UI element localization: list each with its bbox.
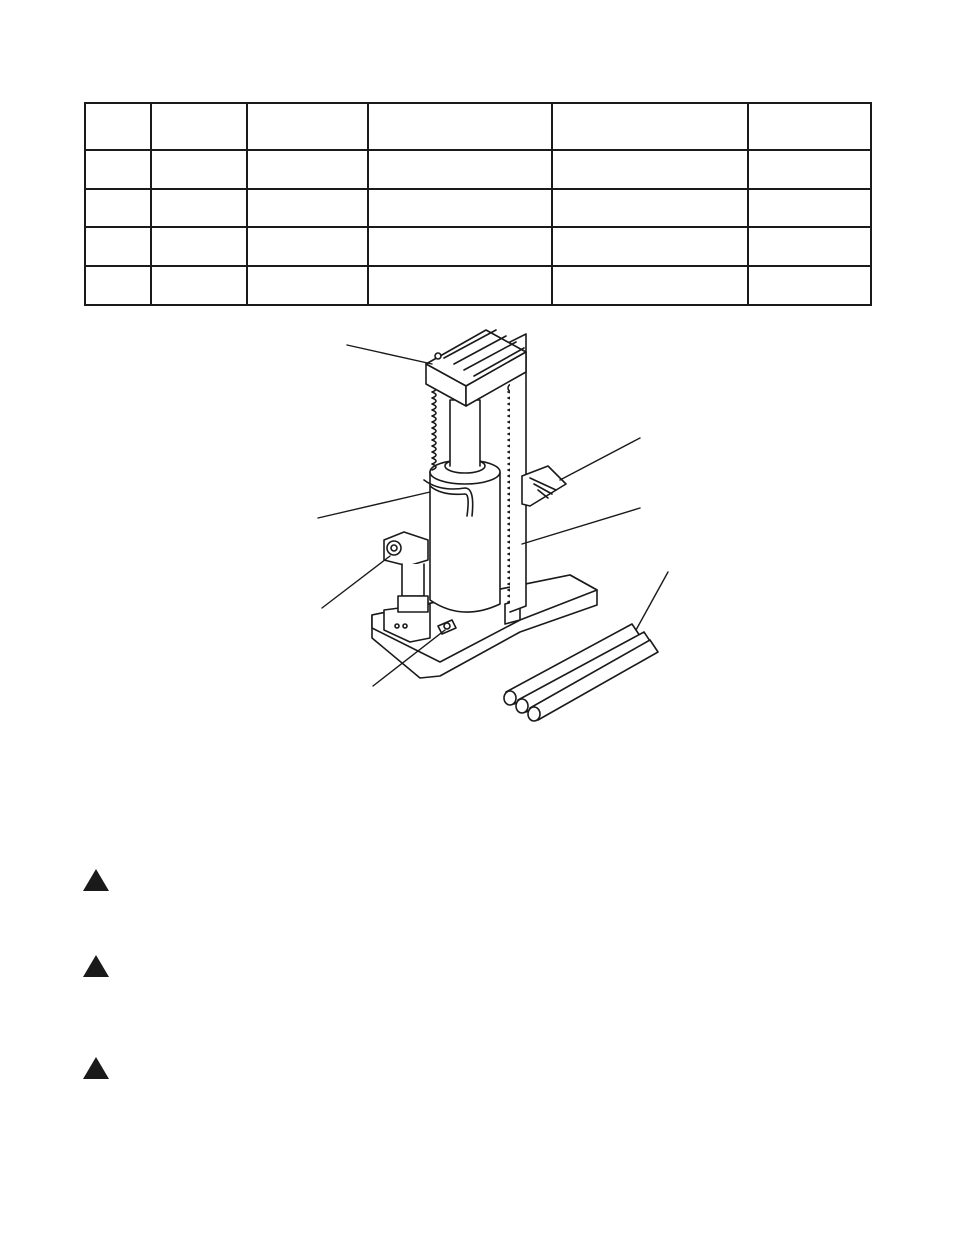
table-header-cell [247, 103, 368, 150]
table-header-cell [368, 103, 552, 150]
warning-triangle-icon [82, 954, 110, 978]
table-header-cell [748, 103, 871, 150]
callout-leader-lift-handle [318, 492, 430, 518]
mount-bolt [395, 624, 399, 628]
table-row [85, 150, 871, 189]
table-cell [748, 189, 871, 228]
release-valve-knob [444, 623, 450, 629]
table-cell [151, 189, 247, 228]
table-cell [247, 150, 368, 189]
table-cell [151, 150, 247, 189]
table-row [85, 227, 871, 266]
specifications-table [84, 102, 872, 306]
ram [450, 400, 480, 466]
handle-end [516, 699, 528, 713]
pump-base [398, 596, 428, 612]
table-cell [247, 189, 368, 228]
callout-leader-pump [322, 556, 390, 608]
mount-bolt [403, 624, 407, 628]
toe-plate [522, 466, 566, 506]
table-cell [85, 189, 151, 228]
table-header-row [85, 103, 871, 150]
table-header-cell [151, 103, 247, 150]
pump-body [402, 564, 424, 596]
table-cell [85, 227, 151, 266]
table-cell [151, 227, 247, 266]
table-cell [552, 266, 748, 305]
table-cell [85, 266, 151, 305]
table-cell [247, 266, 368, 305]
table-cell [748, 266, 871, 305]
warning-triangle-icon [82, 1056, 110, 1080]
left-spring [432, 380, 436, 470]
handle-end [504, 691, 516, 705]
saddle-bolt [435, 353, 441, 359]
callout-leader-handle [636, 572, 668, 630]
pump-socket-inner [391, 545, 397, 551]
table-cell [151, 266, 247, 305]
handle-end [528, 707, 540, 721]
table-header-cell [552, 103, 748, 150]
table-cell [368, 150, 552, 189]
table-row [85, 189, 871, 228]
table-cell [368, 189, 552, 228]
table-cell [247, 227, 368, 266]
table-header-cell [85, 103, 151, 150]
hydraulic-toe-jack-illustration [300, 320, 680, 730]
table-cell [552, 189, 748, 228]
callout-leader-saddle [347, 345, 432, 364]
table-cell [368, 227, 552, 266]
table-cell [748, 150, 871, 189]
main-cylinder [430, 472, 500, 612]
callout-leader-toe-plate [560, 438, 640, 480]
table-cell [748, 227, 871, 266]
table-cell [552, 227, 748, 266]
callout-leader-spring [522, 508, 640, 544]
table-cell [552, 150, 748, 189]
table-cell [368, 266, 552, 305]
table-cell [85, 150, 151, 189]
table-row [85, 266, 871, 305]
warning-triangle-icon [82, 868, 110, 892]
handle-section [518, 632, 652, 712]
